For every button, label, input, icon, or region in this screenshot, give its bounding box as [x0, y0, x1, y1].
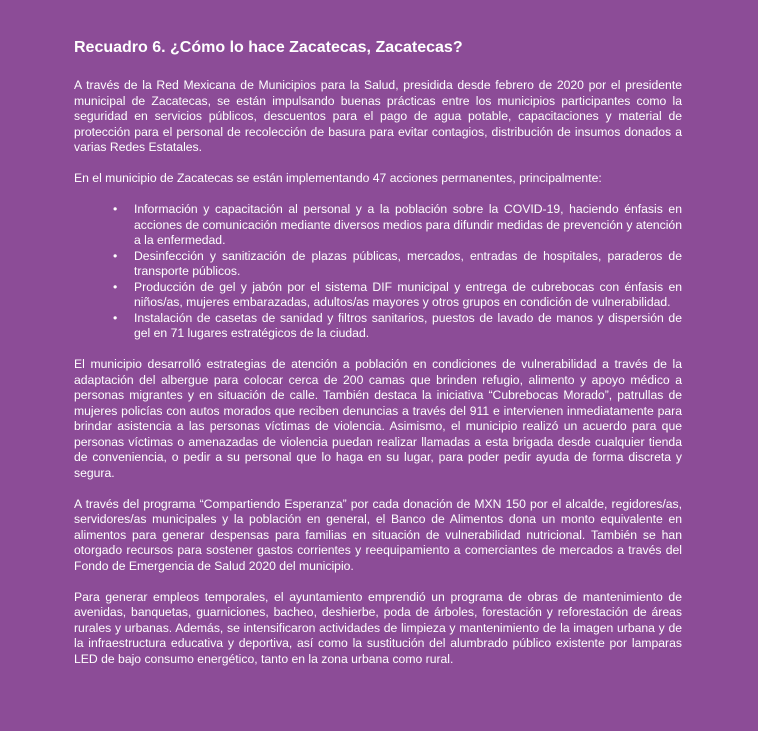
- paragraph-network: A través de la Red Mexicana de Municipios para la Salud, presidida desde febrero de 2020 por el presidente municipal de Zacatecas, se están impulsando buenas prácticas entre los municipios participantes como la seguridad en servicios públicos, descuentos para el pago de agua potable, capacitaciones y material de protección para el personal de recolección de basura para evitar contagios, distribución de insumos donados a varias Redes Estatales.: [74, 78, 682, 154]
- bullet-icon: •: [113, 310, 118, 325]
- list-item-text: Instalación de casetas de sanidad y filtros sanitarios, puestos de lavado de manos y dispersión de gel en 71 lugares estratégicos de la ciudad.: [134, 310, 682, 340]
- paragraph-actions-intro: En el municipio de Zacatecas se están implementando 47 acciones permanentes, principalmente:: [74, 171, 602, 185]
- paragraph-vulnerable-population: El municipio desarrolló estrategias de atención a población en condiciones de vulnerabilidad a través de la adaptación del albergue para colocar cerca de 200 camas que brinden refugio, alimento y apoyo médico a personas migrantes y en situación de calle. También destaca la iniciativa “Cubrebocas Morado”, patrullas de mujeres policías con autos morados que reciben denuncias a través del 911 e intervienen inmediatamente para brindar asistencia a las personas víctimas de violencia. Asimismo, el municipio realizó un acuerdo para que personas víctimas o amenazadas de violencia puedan realizar llamadas a esta brigada desde cualquier tienda de conveniencia, o pedir a su personal que lo haga en su lugar, para poder pedir ayuda de forma discreta y segura.: [74, 357, 682, 480]
- list-item-text: Producción de gel y jabón por el sistema DIF municipal y entrega de cubrebocas con énfasis en niños/as, mujeres embarazadas, adultos/as mayores y otros grupos en condición de vulnerabilidad.: [134, 279, 682, 309]
- bullet-icon: •: [113, 279, 118, 294]
- list-item: [74, 280, 682, 311]
- text-box: [74, 38, 682, 683]
- box-title: Recuadro 6. ¿Cómo lo hace Zacatecas, Zacatecas?: [74, 39, 463, 56]
- list-item-text: Información y capacitación al personal y a la población sobre la COVID-19, haciendo énfasis en acciones de comunicación mediante diversos medios para difundir medidas de prevención y atención a la enfermedad.: [134, 202, 682, 247]
- actions-list: [74, 202, 682, 342]
- list-item: [74, 202, 682, 249]
- list-item: [74, 311, 682, 342]
- bullet-icon: •: [113, 202, 118, 216]
- list-item-text: Desinfección y sanitización de plazas públicas, mercados, entradas de hospitales, paraderos de transporte públicos.: [134, 248, 682, 278]
- paragraph-temporary-jobs: Para generar empleos temporales, el ayuntamiento emprendió un programa de obras de mantenimiento de avenidas, banquetas, guarniciones, bacheo, deshierbe, poda de árboles, forestación y reforestación de áreas rurales y urbanas. Además, se intensificaron actividades de limpieza y mantenimiento de la imagen urbana y de la infraestructura educativa y deportiva, así como la sustitución del alumbrado público existente por lamparas LED de bajo consumo energético, tanto en la zona urbana como rural.: [74, 589, 682, 666]
- list-item: [74, 249, 682, 280]
- paragraph-compartiendo-esperanza: A través del programa “Compartiendo Esperanza” por cada donación de MXN 150 por el alcalde, regidores/as, servidores/as municipales y la población en general, el Banco de Alimentos dona un monto equivalente en alimentos para generar despensas para familias en situación de vulnerabilidad nutricional. También se han otorgado recursos para sostener gastos corrientes y reequipamiento a comerciantes de mercados a través del Fondo de Emergencia de Salud 2020 del municipio.: [74, 496, 682, 573]
- bullet-icon: •: [113, 248, 118, 263]
